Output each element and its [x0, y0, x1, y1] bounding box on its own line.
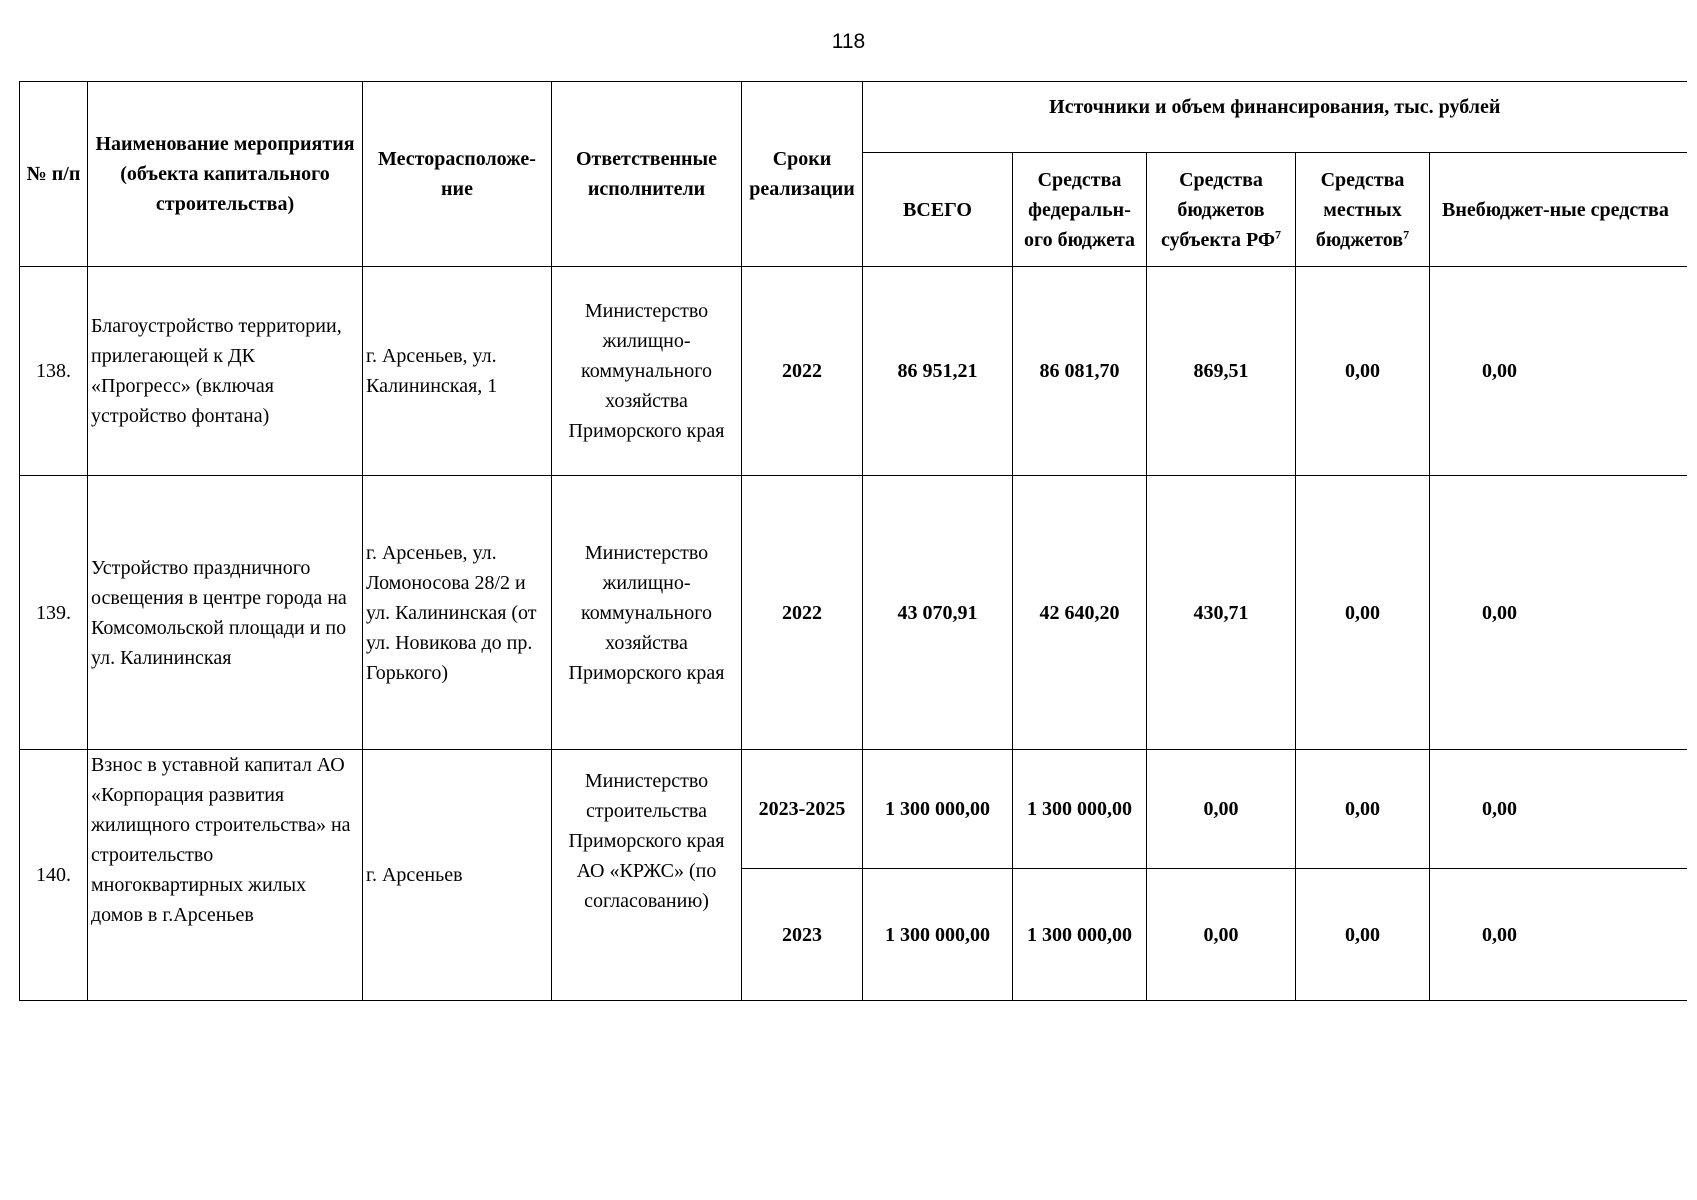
header-responsible: Ответственные исполнители: [552, 82, 742, 267]
row-location: г. Арсеньев, ул. Ломоносова 28/2 и ул. Калининская (от ул. Новикова до пр. Горького): [363, 476, 552, 750]
header-local: [1296, 153, 1430, 267]
row-name: Благоустройство территории, прилегающей к ДК «Прогресс» (включая устройство фонтана): [88, 267, 363, 476]
row-num: 139.: [20, 476, 88, 750]
row-local: 0,00: [1296, 267, 1430, 476]
row-extra: 0,00: [1430, 750, 1687, 869]
row-total: 43 070,91: [863, 476, 1013, 750]
row-total: 1 300 000,00: [863, 869, 1013, 1001]
row-term: 2023-2025: [742, 750, 863, 869]
header-num: № п/п: [20, 82, 88, 267]
header-subject: [1147, 153, 1296, 267]
row-responsible: Министерство строительства Приморского края АО «КРЖС» (по согласованию): [552, 750, 742, 1001]
row-extra: 0,00: [1430, 476, 1687, 750]
row-num: 138.: [20, 267, 88, 476]
header-local-footnote: 7: [1403, 226, 1410, 241]
financing-table: [19, 81, 1687, 1001]
row-extra: 0,00: [1430, 869, 1687, 1001]
header-subject-footnote: 7: [1275, 226, 1282, 241]
row-responsible: Министерство жилищно-коммунального хозяйства Приморского края: [552, 476, 742, 750]
row-local: 0,00: [1296, 750, 1430, 869]
row-location: г. Арсеньев: [363, 750, 552, 1001]
row-total: 1 300 000,00: [863, 750, 1013, 869]
row-term: 2023: [742, 869, 863, 1001]
header-location: Месторасположе-ние: [363, 82, 552, 267]
row-subject: 0,00: [1147, 869, 1296, 1001]
table-row: [20, 750, 1687, 869]
row-term: 2022: [742, 267, 863, 476]
row-name: Взнос в уставной капитал АО «Корпорация развития жилищного строительства» на строительство многоквартирных жилых домов в г.Арсеньев: [88, 750, 363, 1001]
header-terms: Сроки реализации: [742, 82, 863, 267]
header-name: Наименование мероприятия (объекта капитального строительства): [88, 82, 363, 267]
table-row: [20, 267, 1687, 476]
row-subject: 869,51: [1147, 267, 1296, 476]
row-num: 140.: [20, 750, 88, 1001]
row-local: 0,00: [1296, 476, 1430, 750]
row-responsible: Министерство жилищно-коммунального хозяйства Приморского края: [552, 267, 742, 476]
row-local: 0,00: [1296, 869, 1430, 1001]
header-extra: Внебюджет-ные средства: [1430, 153, 1687, 267]
header-total: ВСЕГО: [863, 153, 1013, 267]
row-extra: 0,00: [1430, 267, 1687, 476]
row-subject: 0,00: [1147, 750, 1296, 869]
header-local-label: Средства местных бюджетов: [1315, 168, 1405, 251]
row-federal: 1 300 000,00: [1013, 869, 1147, 1001]
table-row: [20, 476, 1687, 750]
row-location: г. Арсеньев, ул. Калининская, 1: [363, 267, 552, 476]
header-subject-label: Средства бюджетов субъекта РФ: [1160, 168, 1276, 251]
row-total: 86 951,21: [863, 267, 1013, 476]
row-federal: 1 300 000,00: [1013, 750, 1147, 869]
row-federal: 42 640,20: [1013, 476, 1147, 750]
header-federal: Средства федеральн-ого бюджета: [1013, 153, 1147, 267]
row-term: 2022: [742, 476, 863, 750]
row-federal: 86 081,70: [1013, 267, 1147, 476]
page-number: 118: [831, 30, 866, 53]
row-name: Устройство праздничного освещения в центре города на Комсомольской площади и по ул. Калининская: [88, 476, 363, 750]
row-subject: 430,71: [1147, 476, 1296, 750]
header-financing-group: Источники и объем финансирования, тыс. рублей: [863, 82, 1687, 153]
